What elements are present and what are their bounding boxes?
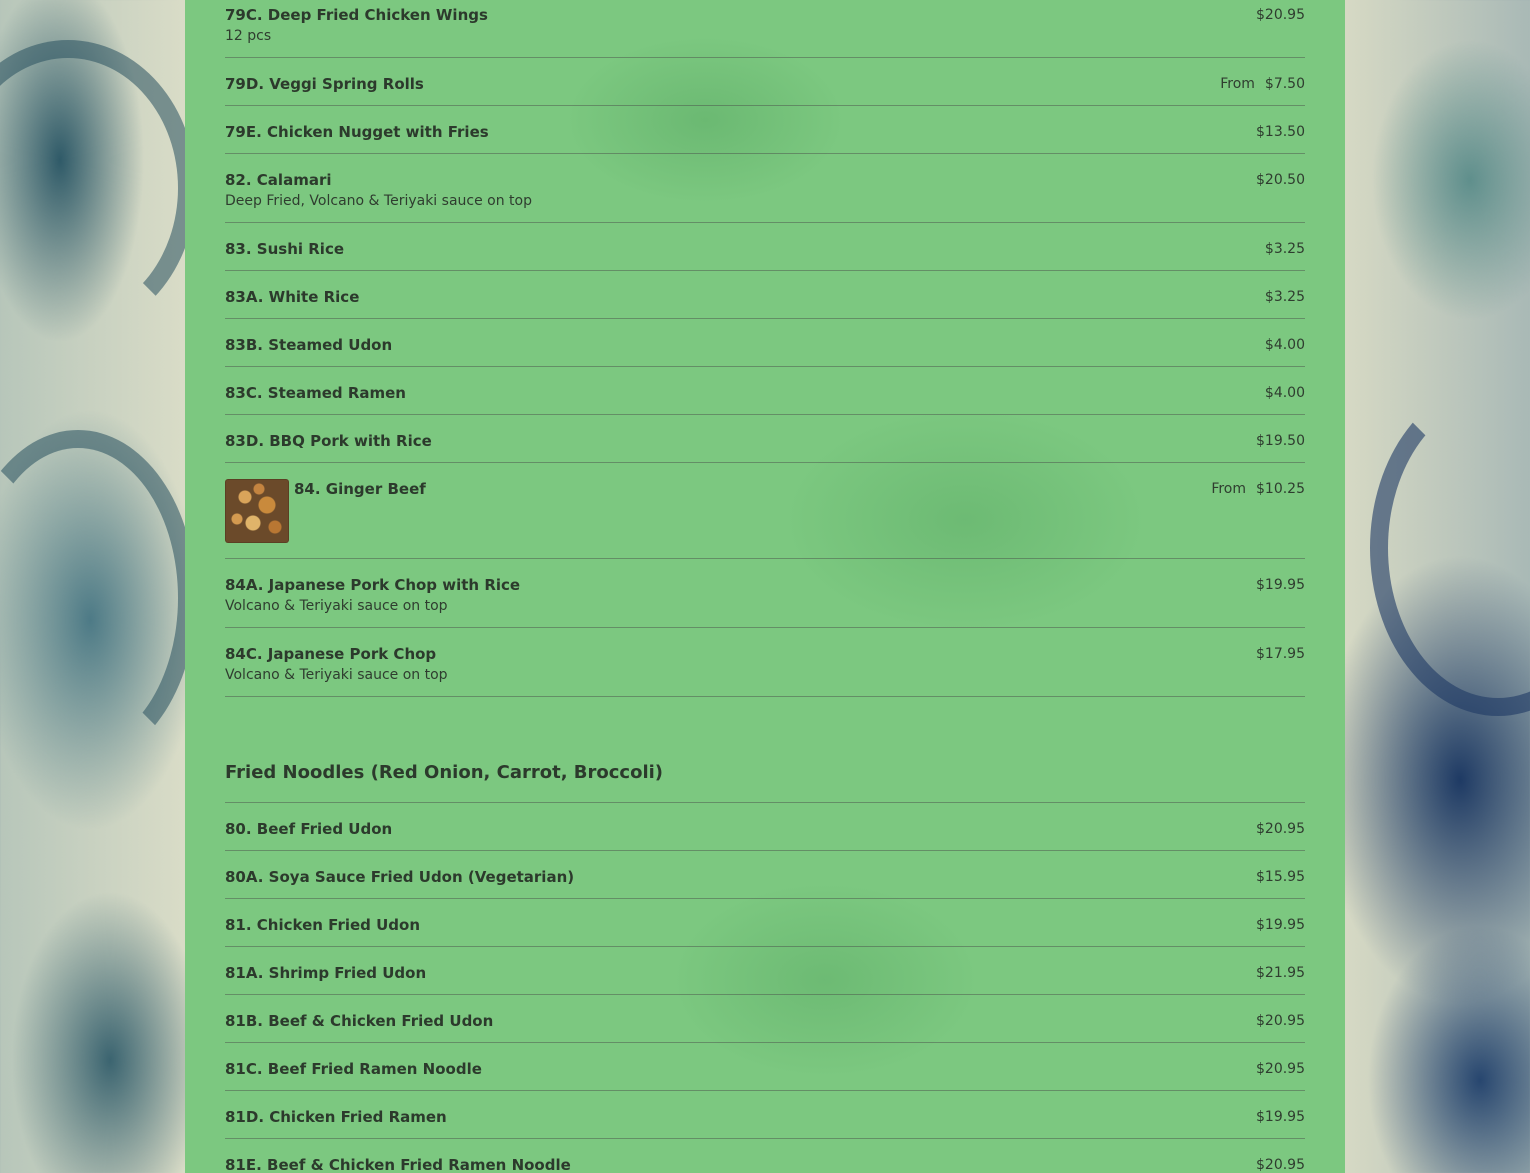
price-from-label: From [1220,76,1255,92]
item-price: $19.95 [1256,917,1305,933]
menu-item[interactable] [225,1043,1305,1091]
menu-item[interactable] [225,851,1305,899]
item-price: $15.95 [1256,869,1305,885]
item-description: Volcano & Teriyaki sauce on top [225,598,448,614]
background-decoration [1370,380,1530,716]
menu-item[interactable] [225,0,1305,58]
section-title: Fried Noodles (Red Onion, Carrot, Broccoli) [225,762,664,783]
item-name: 81B. Beef & Chicken Fried Udon [225,1012,494,1030]
item-name: 83A. White Rice [225,288,360,306]
item-name: 81C. Beef Fried Ramen Noodle [225,1060,482,1078]
menu-item[interactable] [225,995,1305,1043]
item-description: 12 pcs [225,28,272,44]
menu-item[interactable] [225,223,1305,271]
item-price: $20.95 [1256,1157,1305,1173]
ginger-beef-photo[interactable] [225,479,289,543]
item-price: $3.25 [1264,289,1305,305]
item-price: $3.25 [1264,241,1305,257]
background-decoration [0,40,196,336]
item-price: $20.95 [1256,1061,1305,1077]
item-price: $19.95 [1256,577,1305,593]
item-name: 83. Sushi Rice [225,240,345,258]
menu-item[interactable] [225,899,1305,947]
menu-item[interactable] [225,319,1305,367]
item-name: 79E. Chicken Nugget with Fries [225,123,489,141]
item-price-value: $7.50 [1264,76,1305,92]
menu-item[interactable] [225,463,1305,559]
menu-item[interactable] [225,58,1305,106]
menu-item[interactable] [225,106,1305,154]
item-price: $4.00 [1264,337,1305,353]
item-name: 84C. Japanese Pork Chop [225,645,437,663]
item-name: 82. Calamari [225,171,332,189]
item-name: 81A. Shrimp Fried Udon [225,964,427,982]
menu-item[interactable] [225,271,1305,319]
item-price: $13.50 [1256,124,1305,140]
item-price [1220,76,1305,92]
price-from-label: From [1211,481,1246,497]
menu-list [225,0,1305,1173]
item-price: $20.95 [1256,7,1305,23]
menu-item[interactable] [225,154,1305,223]
item-price: $21.95 [1256,965,1305,981]
item-name: 83C. Steamed Ramen [225,384,406,402]
menu-item[interactable] [225,803,1305,851]
item-name: 79D. Veggi Spring Rolls [225,75,424,93]
item-price: $20.50 [1256,172,1305,188]
item-name: 84. Ginger Beef [294,480,426,498]
menu-panel [185,0,1345,1173]
item-price: $4.00 [1264,385,1305,401]
item-name: 81. Chicken Fried Udon [225,916,421,934]
menu-item[interactable] [225,1091,1305,1139]
item-price: $20.95 [1256,821,1305,837]
menu-item[interactable] [225,367,1305,415]
item-price-value: $10.25 [1256,481,1305,497]
item-price: $19.95 [1256,1109,1305,1125]
item-name: 84A. Japanese Pork Chop with Rice [225,576,521,594]
item-price: $17.95 [1256,646,1305,662]
item-name: 80A. Soya Sauce Fried Udon (Vegetarian) [225,868,575,886]
menu-item[interactable] [225,1139,1305,1173]
menu-item[interactable] [225,947,1305,995]
menu-item[interactable] [225,628,1305,697]
item-price: $20.95 [1256,1013,1305,1029]
item-description: Deep Fried, Volcano & Teriyaki sauce on top [225,193,532,209]
item-name: 79C. Deep Fried Chicken Wings [225,6,488,24]
item-name: 81D. Chicken Fried Ramen [225,1108,447,1126]
item-name: 83B. Steamed Udon [225,336,393,354]
item-description: Volcano & Teriyaki sauce on top [225,667,448,683]
item-name: 80. Beef Fried Udon [225,820,393,838]
item-name: 83D. BBQ Pork with Rice [225,432,432,450]
item-price [1211,481,1305,497]
section-header [225,697,1305,803]
item-name: 81E. Beef & Chicken Fried Ramen Noodle [225,1156,571,1173]
menu-item[interactable] [225,415,1305,463]
menu-item[interactable] [225,559,1305,628]
background-decoration [0,430,196,766]
item-price: $19.50 [1256,433,1305,449]
